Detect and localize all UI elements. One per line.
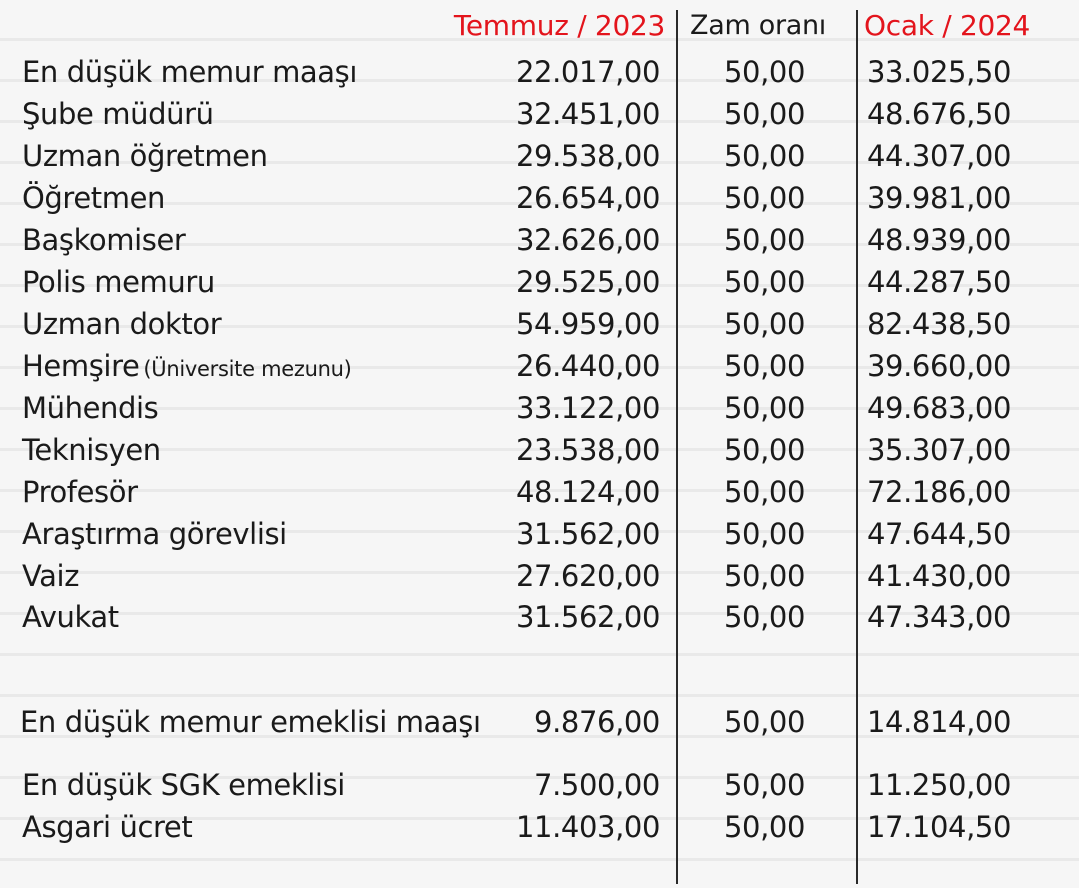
row-next-value: 48.676,50 <box>867 97 1011 131</box>
row-prev-value: 29.538,00 <box>516 139 660 173</box>
table-row <box>0 52 1079 92</box>
row-label: Teknisyen <box>22 433 161 467</box>
row-label: Profesör <box>22 475 138 509</box>
row-rate-value: 50,00 <box>724 391 806 425</box>
row-rate-value: 50,00 <box>724 97 806 131</box>
table-row <box>0 472 1079 512</box>
row-label: Uzman doktor <box>22 307 222 341</box>
row-rate-value: 50,00 <box>724 433 806 467</box>
row-label: Avukat <box>22 600 119 634</box>
row-rate-value: 50,00 <box>724 55 806 89</box>
row-prev-value: 54.959,00 <box>516 307 660 341</box>
row-next-value: 14.814,00 <box>867 705 1011 739</box>
row-label: Vaiz <box>22 559 80 593</box>
row-label: Başkomiser <box>22 223 186 257</box>
table-row <box>0 346 1079 386</box>
header-next-period: Ocak / 2024 <box>864 9 1030 42</box>
row-next-value: 47.644,50 <box>867 517 1011 551</box>
row-label: Mühendis <box>22 391 159 425</box>
row-rate-value: 50,00 <box>724 223 806 257</box>
row-prev-value: 22.017,00 <box>516 55 660 89</box>
row-rate-value: 50,00 <box>724 139 806 173</box>
row-next-value: 33.025,50 <box>867 55 1011 89</box>
row-prev-value: 29.525,00 <box>516 265 660 299</box>
row-prev-value: 32.451,00 <box>516 97 660 131</box>
row-rate-value: 50,00 <box>724 349 806 383</box>
row-prev-value: 11.403,00 <box>516 810 660 844</box>
table-row-minimum-wage <box>0 807 1079 847</box>
row-rate-value: 50,00 <box>724 475 806 509</box>
row-rate-value: 50,00 <box>724 705 806 739</box>
row-next-value: 82.438,50 <box>867 307 1011 341</box>
row-prev-value: 7.500,00 <box>534 768 660 802</box>
row-prev-value: 31.562,00 <box>516 600 660 634</box>
row-prev-value: 27.620,00 <box>516 559 660 593</box>
row-label <box>22 346 352 389</box>
table-row <box>0 430 1079 470</box>
row-rate-value: 50,00 <box>724 768 806 802</box>
row-next-value: 39.981,00 <box>867 181 1011 215</box>
table-row <box>0 556 1079 596</box>
row-prev-value: 26.440,00 <box>516 349 660 383</box>
header-rate: Zam oranı <box>690 10 827 41</box>
row-prev-value: 33.122,00 <box>516 391 660 425</box>
row-prev-value: 32.626,00 <box>516 223 660 257</box>
row-rate-value: 50,00 <box>724 307 806 341</box>
table-row <box>0 136 1079 176</box>
table-row <box>0 597 1079 637</box>
header-prev-period: Temmuz / 2023 <box>453 9 665 42</box>
row-next-value: 48.939,00 <box>867 223 1011 257</box>
row-next-value: 35.307,00 <box>867 433 1011 467</box>
row-next-value: 44.307,00 <box>867 139 1011 173</box>
row-next-value: 39.660,00 <box>867 349 1011 383</box>
row-prev-value: 23.538,00 <box>516 433 660 467</box>
row-rate-value: 50,00 <box>724 265 806 299</box>
row-rate-value: 50,00 <box>724 517 806 551</box>
row-next-value: 11.250,00 <box>867 768 1011 802</box>
row-next-value: 41.430,00 <box>867 559 1011 593</box>
row-label: Asgari ücret <box>22 810 193 844</box>
row-next-value: 72.186,00 <box>867 475 1011 509</box>
table-row <box>0 388 1079 428</box>
row-rate-value: 50,00 <box>724 600 806 634</box>
table-row <box>0 514 1079 554</box>
table-row-retiree <box>0 702 1079 742</box>
row-prev-value: 31.562,00 <box>516 517 660 551</box>
table-row <box>0 262 1079 302</box>
row-next-value: 44.287,50 <box>867 265 1011 299</box>
row-rate-value: 50,00 <box>724 559 806 593</box>
row-label: Araştırma görevlisi <box>22 517 287 551</box>
row-next-value: 49.683,00 <box>867 391 1011 425</box>
table-row-sgk <box>0 765 1079 805</box>
row-next-value: 17.104,50 <box>867 810 1011 844</box>
row-label: Uzman öğretmen <box>22 139 268 173</box>
row-rate-value: 50,00 <box>724 181 806 215</box>
row-prev-value: 48.124,00 <box>516 475 660 509</box>
row-label-text: Hemşire <box>22 349 140 383</box>
row-prev-value: 9.876,00 <box>534 705 660 739</box>
row-label: En düşük memur emeklisi maaşı <box>20 705 481 739</box>
row-label: En düşük SGK emeklisi <box>22 768 345 802</box>
table-row <box>0 94 1079 134</box>
row-next-value: 47.343,00 <box>867 600 1011 634</box>
row-prev-value: 26.654,00 <box>516 181 660 215</box>
row-label: Polis memuru <box>22 265 215 299</box>
row-label: En düşük memur maaşı <box>22 55 358 89</box>
table-row <box>0 178 1079 218</box>
row-label: Öğretmen <box>22 181 166 215</box>
table-row <box>0 220 1079 260</box>
row-rate-value: 50,00 <box>724 810 806 844</box>
table-row <box>0 304 1079 344</box>
row-label-note: (Üniversite mezunu) <box>143 357 352 381</box>
row-label: Şube müdürü <box>22 97 214 131</box>
